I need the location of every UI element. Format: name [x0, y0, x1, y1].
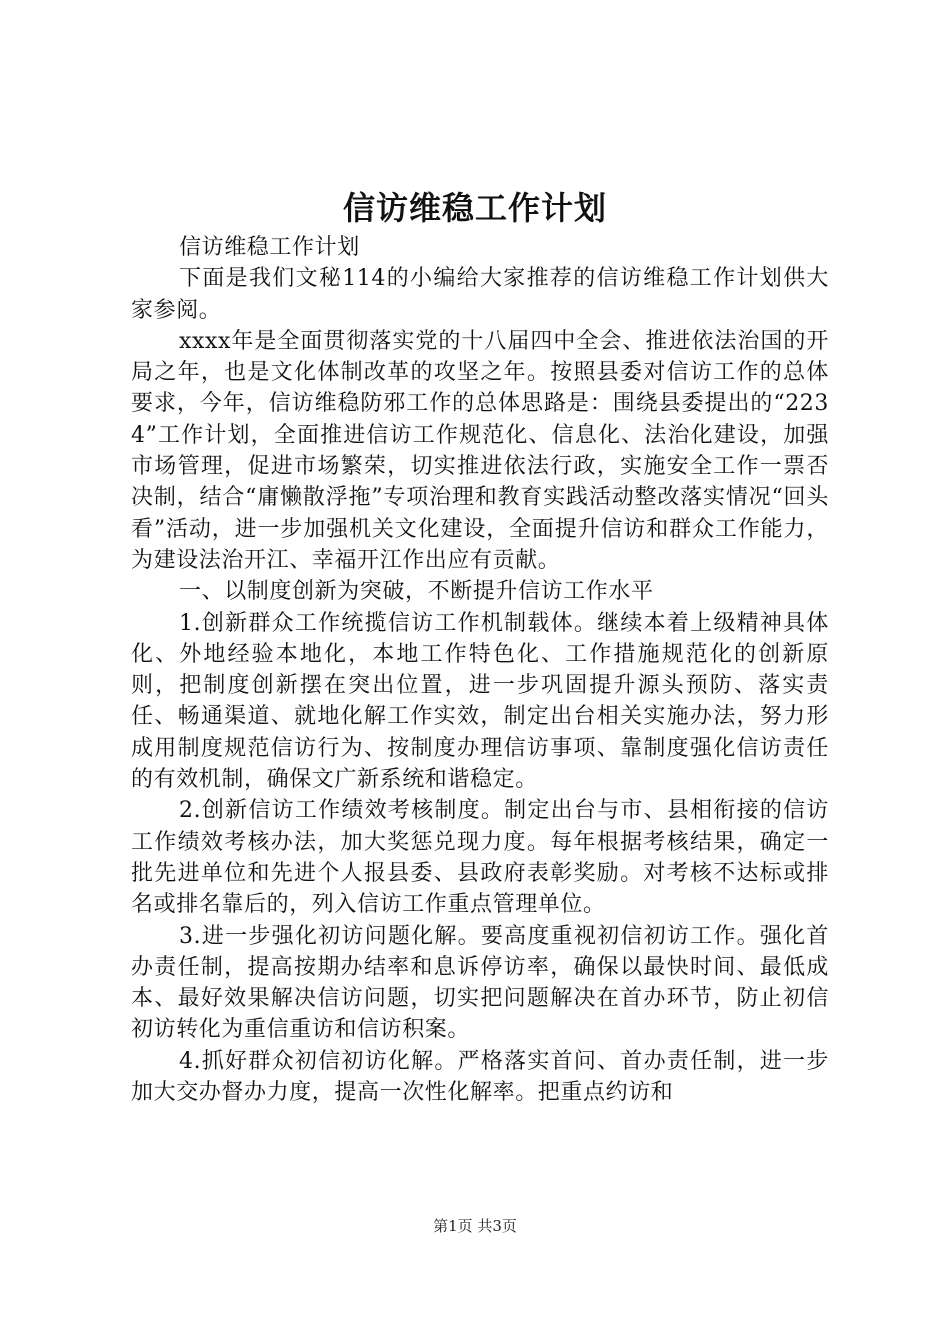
- section-heading-1: 一、以制度创新为突破，不断提升信访工作水平: [179, 579, 654, 605]
- paragraph-intro: 下面是我们文秘114的小编给大家推荐的信访维稳工作计划供大家参阅。: [131, 266, 829, 323]
- document-body: [131, 232, 829, 1108]
- paragraph-heading: 信访维稳工作计划: [179, 235, 360, 260]
- paragraph-overview: xxxx年是全面贯彻落实党的十八届四中全会、推进依法治国的开局之年，也是文化体制改革的攻坚之年。按照县委对信访工作的总体要求，今年，信访维稳防邪工作的总体思路是：围绕县委提出的“2234”工作计划，全面推进信访工作规范化、信息化、法治化建设，加强市场管理，促进市场繁荣，切实推进依法行政，实施安全工作一票否决制，结合“庸懒散浮拖”专项治理和教育实践活动整改落实情况“回头看”活动，进一步加强机关文化建设，全面提升信访和群众工作能力，为建设法治开江、幸福开江作出应有贡献。: [131, 328, 829, 573]
- document-title: 信访维稳工作计划: [342, 189, 607, 227]
- paragraph-item-3: 3.进一步强化初访问题化解。要高度重视初信初访工作。强化首办责任制，提高按期办结率和息诉停访率，确保以最快时间、最低成本、最好效果解决信访问题，切实把问题解决在首办环节，防止初信初访转化为重信重访和信访积案。: [131, 923, 829, 1043]
- paragraph-item-1: 1.创新群众工作统揽信访工作机制载体。继续本着上级精神具体化、外地经验本地化，本地工作特色化、工作措施规范化的创新原则，把制度创新摆在突出位置，进一步巩固提升源头预防、落实责任、畅通渠道、就地化解工作实效，制定出台相关实施办法，努力形成用制度规范信访行为、按制度办理信访事项、靠制度强化信访责任的有效机制，确保文广新系统和谐稳定。: [131, 610, 829, 793]
- page-footer: 第1页 共3页: [433, 1217, 517, 1235]
- paragraph-item-4: 4.抓好群众初信初访化解。严格落实首问、首办责任制，进一步加大交办督办力度，提高一次性化解率。把重点约访和: [131, 1048, 829, 1106]
- paragraph-item-2: 2.创新信访工作绩效考核制度。制定出台与市、县相衔接的信访工作绩效考核办法，加大奖惩兑现力度。每年根据考核结果，确定一批先进单位和先进个人报县委、县政府表彰奖励。对考核不达标或排名或排名靠后的，列入信访工作重点管理单位。: [131, 798, 829, 918]
